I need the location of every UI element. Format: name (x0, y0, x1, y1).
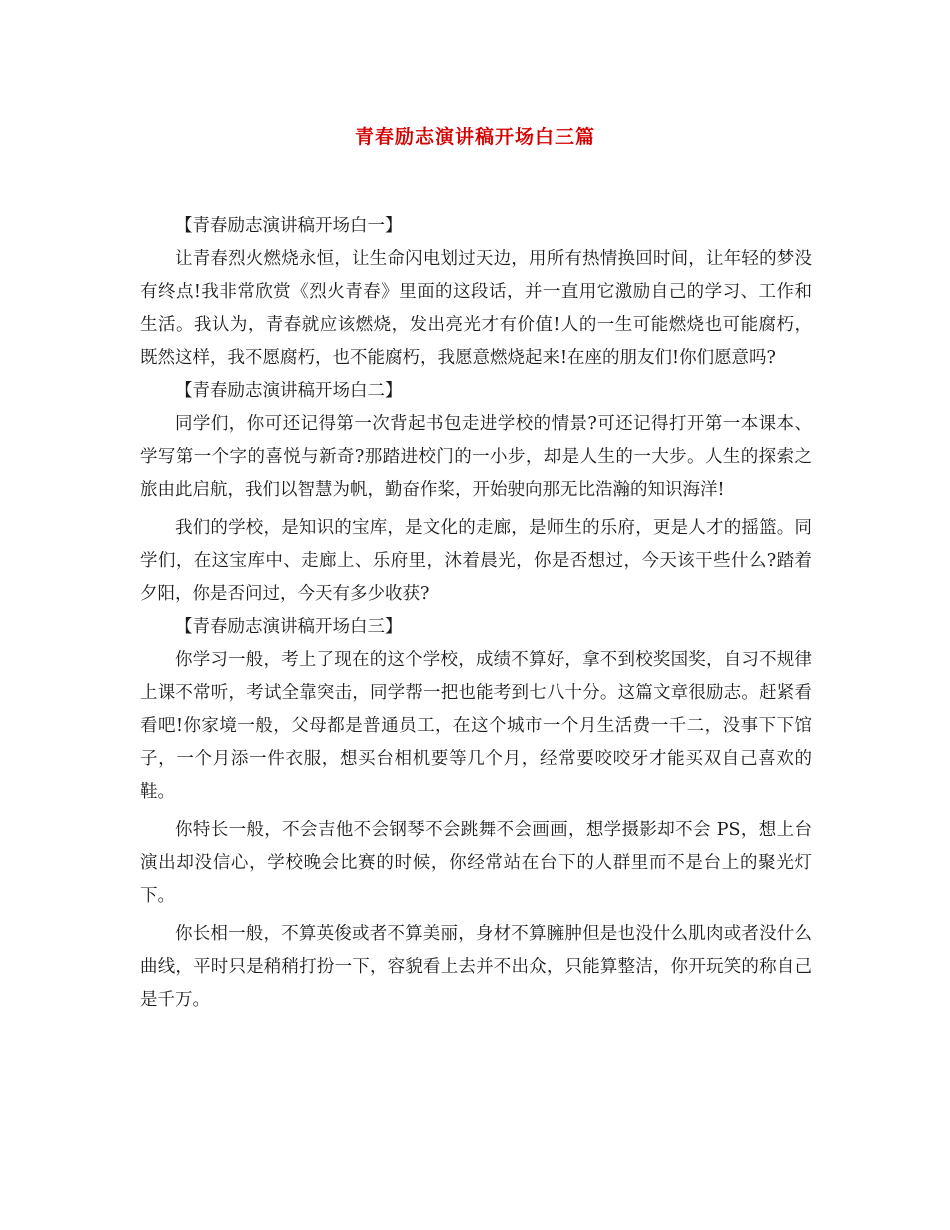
paragraph-2-1: 同学们，你可还记得第一次背起书包走进学校的情景?可还记得打开第一本课本、学写第一个字的喜悦与新奇?那踏进校门的一小步，却是人生的一大步。人生的探索之旅由此启航，我们以智慧为帆，勤奋作桨，开始驶向那无比浩瀚的知识海洋! (140, 414, 812, 500)
paragraph-3-2: 你特长一般，不会吉他不会钢琴不会跳舞不会画画，想学摄影却不会 PS，想上台演出却没信心，学校晚会比赛的时候，你经常站在台下的人群里而不是台上的聚光灯下。 (140, 820, 812, 906)
paragraph-3-1: 你学习一般，考上了现在的这个学校，成绩不算好，拿不到校奖国奖，自习不规律上课不常听，考试全靠突击，同学帮一把也能考到七八十分。这篇文章很励志。赶紧看看吧!你家境一般，父母都是普通员工，在这个城市一个月生活费一千二，没事下下馆子，一个月添一件衣服，想买台相机要等几个月，经常要咬咬牙才能买双自己喜欢的鞋。 (140, 650, 812, 802)
document-body (140, 210, 812, 1017)
section-heading-1: 【青春励志演讲稿开场白一】 (175, 216, 403, 236)
section-heading-3: 【青春励志演讲稿开场白三】 (175, 617, 403, 637)
paragraph-1-1: 让青春烈火燃烧永恒，让生命闪电划过天边，用所有热情换回时间，让年轻的梦没有终点!我非常欣赏《烈火青春》里面的这段话，并一直用它激励自己的学习、工作和生活。我认为，青春就应该燃烧，发出亮光才有价值!人的一生可能燃烧也可能腐朽，既然这样，我不愿腐朽，也不能腐朽，我愿意燃烧起来!在座的朋友们!你们愿意吗? (140, 249, 812, 368)
section-heading-2: 【青春励志演讲稿开场白二】 (175, 381, 403, 401)
document-title: 青春励志演讲稿开场白三篇 (354, 126, 595, 148)
paragraph-2-2: 我们的学校，是知识的宝库，是文化的走廊，是师生的乐府，更是人才的摇篮。同学们，在这宝库中、走廊上、乐府里，沐着晨光，你是否想过，今天该干些什么?踏着夕阳，你是否问过，今天有多少收获? (140, 518, 812, 604)
paragraph-3-3: 你长相一般，不算英俊或者不算美丽，身材不算臃肿但是也没什么肌肉或者没什么曲线，平时只是稍稍打扮一下，容貌看上去并不出众，只能算整洁，你开玩笑的称自己是千万。 (140, 924, 812, 1010)
